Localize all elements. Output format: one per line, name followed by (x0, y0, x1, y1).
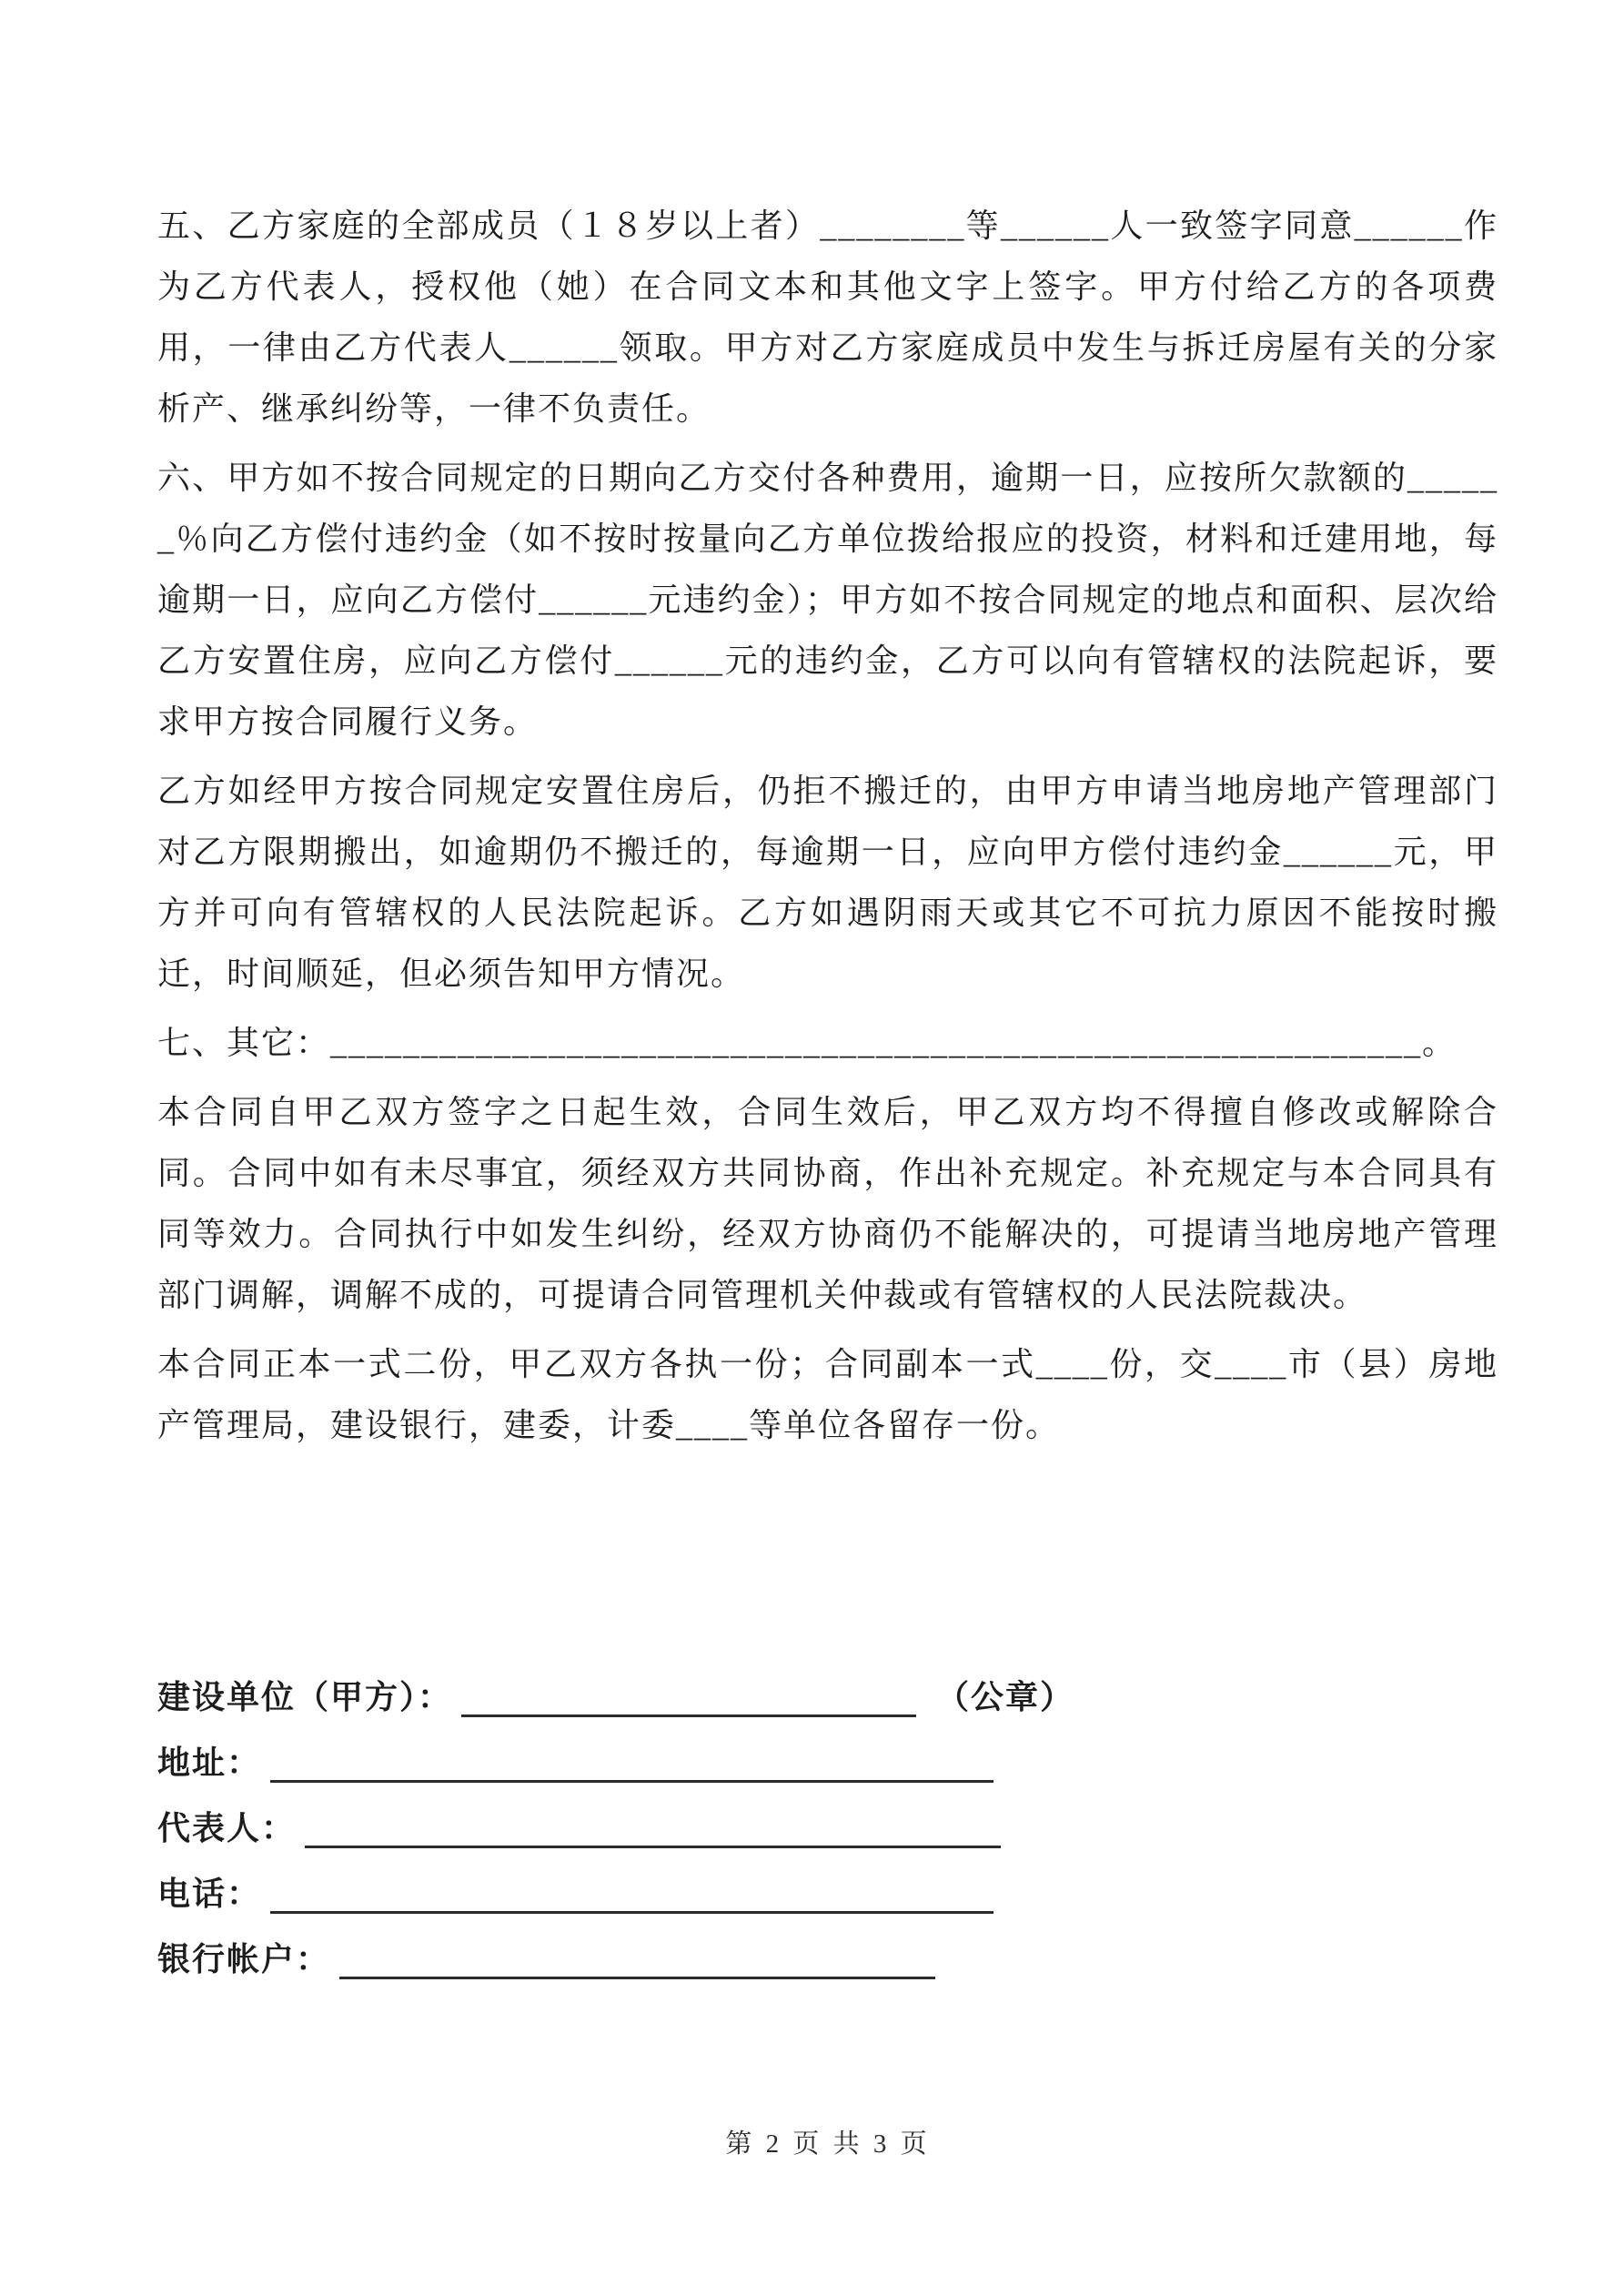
page-footer: 第 2 页 共 3 页 (725, 2129, 931, 2159)
phone-label: 电话： (157, 1875, 262, 1912)
sig-row-construction-unit (157, 1677, 1498, 1717)
representative-label: 代表人： (157, 1809, 297, 1846)
clause-five-family-members: 五、乙方家庭的全部成员（１８岁以上者）________等______人一致签字同意______作为乙方代表人，授权他（她）在合同文本和其他文字上签字。甲方付给乙方的各项费用，一律由乙方代表人______领取。甲方对乙方家庭成员中发生与拆迁房屋有关的分家析产、继承纠纷等，一律不负责任。 (157, 207, 1498, 427)
bank-account-label: 银行帐户： (157, 1940, 331, 1977)
address-label: 地址： (157, 1744, 262, 1781)
sig-row-address (157, 1743, 1498, 1783)
sig-row-representative (157, 1808, 1498, 1848)
clause-six-late-payment-penalty: 六、甲方如不按合同规定的日期向乙方交付各种费用，逾期一日，应按所欠款额的______％向乙方偿付违约金（如不按时按量向乙方单位拨给报应的投资，材料和迁建用地，每逾期一日，应向乙方偿付______元违约金）；甲方如不按合同规定的地点和面积、层次给乙方安置住房，应向乙方偿付______元的违约金，乙方可以向有管辖权的法院起诉，要求甲方按合同履行义务。 (157, 460, 1498, 740)
clause-copies-distribution: 本合同正本一式二份，甲乙双方各执一份；合同副本一式____份，交____市（县）房地产管理局，建设银行，建委，计委____等单位各留存一份。 (157, 1346, 1498, 1443)
clause-effectiveness-disputes: 本合同自甲乙双方签字之日起生效，合同生效后，甲乙双方均不得擅自修改或解除合同。合同中如有未尽事宜，须经双方共同协商，作出补充规定。补充规定与本合同具有同等效力。合同执行中如发生纠纷，经双方协商仍不能解决的，可提请当地房地产管理部门调解，调解不成的，可提请合同管理机关仲裁或有管辖权的人民法院裁决。 (157, 1094, 1498, 1313)
phone-fill-line (270, 1875, 994, 1914)
clause-moveout-penalty: 乙方如经甲方按合同规定安置住房后，仍拒不搬迁的，由甲方申请当地房地产管理部门对乙方限期搬出，如逾期仍不搬迁的，每逾期一日，应向甲方偿付违约金______元，甲方并可向有管辖权的人民法院起诉。乙方如遇阴雨天或其它不可抗力原因不能按时搬迁，时间顺延，但必须告知甲方情况。 (157, 773, 1498, 992)
bank-account-fill-line (339, 1940, 935, 1979)
sig-row-bank-account (157, 1939, 1498, 1979)
representative-fill-line (305, 1809, 1001, 1848)
address-fill-line (270, 1744, 994, 1783)
official-seal-label: （公章） (936, 1678, 1075, 1715)
contract-body (157, 196, 1498, 1456)
construction-unit-label: 建设单位（甲方）： (157, 1678, 453, 1715)
construction-unit-fill-line (461, 1678, 916, 1717)
sig-row-phone (157, 1874, 1498, 1914)
signature-block (157, 1677, 1498, 1979)
clause-seven-other: 七、其它：____________________________________________________________。 (157, 1025, 1458, 1061)
